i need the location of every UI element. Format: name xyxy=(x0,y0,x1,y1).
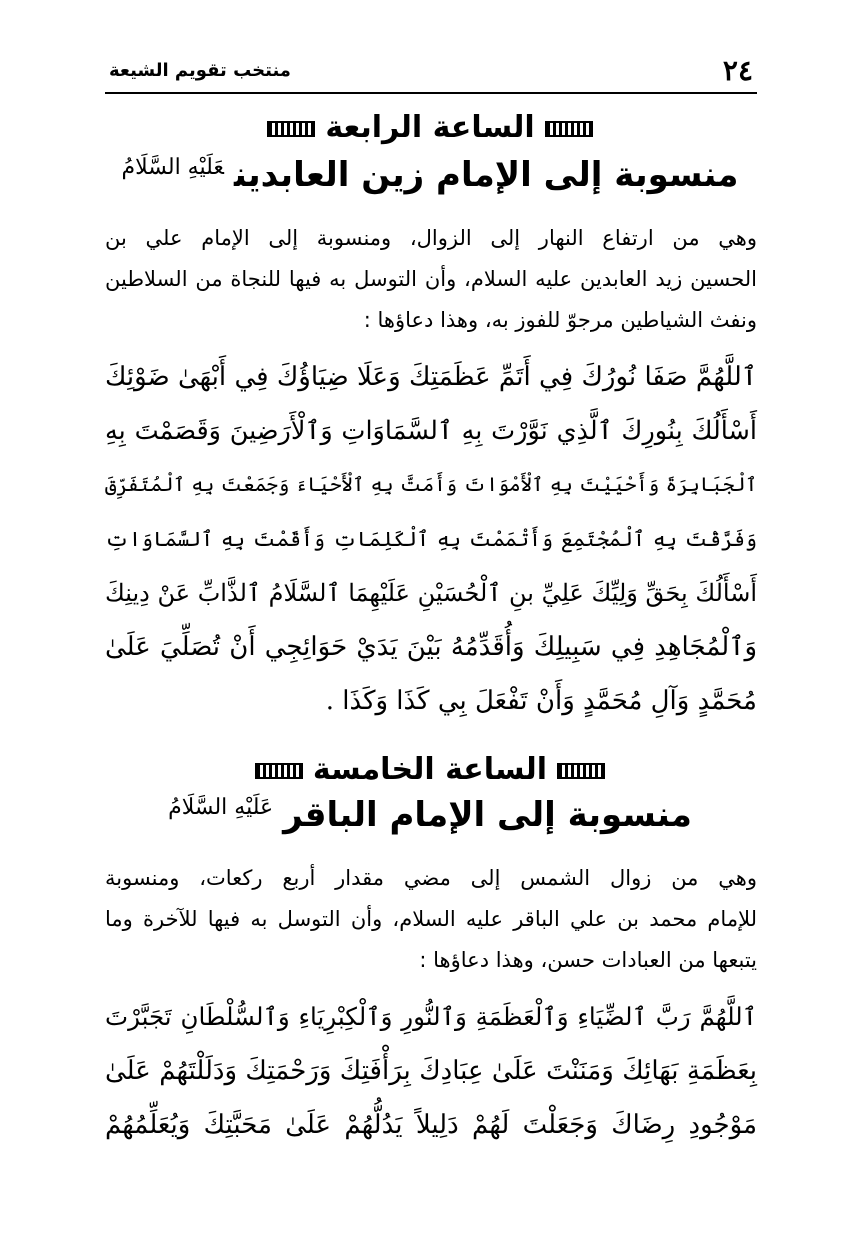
prayer-line: مُحَمَّدٍ وَآلِ مُحَمَّدٍ وَأَنْ تَفْعَلَ بِي كَذَا وَكَذَا . xyxy=(325,686,757,716)
header-rule xyxy=(105,92,757,94)
prayer-line: ٱلْجَبَابِرَةَ وَأَحْيَيْتَ بِهِ ٱلْأَمْوَاتَ وَأَمَتَّ بِهِ ٱلْأَحْيَاءَ وَجَمَعْتَ بِهِ ٱلْمُتَفَرِّقَ xyxy=(105,473,757,496)
ornament-right xyxy=(557,763,605,779)
section-title-text: الساعة الرابعة xyxy=(325,110,535,145)
page-header xyxy=(105,52,757,92)
section-heading-5 xyxy=(100,752,760,787)
ornament-right xyxy=(545,121,593,137)
section4-description xyxy=(105,218,757,341)
prayer-line: وَٱلْمُجَاهِدِ فِي سَبِيلِكَ وَأُقَدِّمُهُ بَيْنَ يَدَيْ حَوَائِجِي أَنْ تُصَلِّيَ عَلَىٰ xyxy=(105,632,757,662)
page-number: ٢٤ xyxy=(722,54,753,87)
subtitle-text: منسوبة إلى الإمام زين العابدين xyxy=(234,155,739,195)
prayer-line: وَفَرَّقْتَ بِهِ ٱلْمُجْتَمِعَ وَأَتْمَمْتَ بِهِ ٱلْكَلِمَاتِ وَأَقَمْتَ بِهِ ٱلسَّمَاوَاتِ xyxy=(105,527,757,551)
desc-line: ونفث الشياطين مرجوّ للفوز به، وهذا دعاؤها : xyxy=(363,308,757,332)
prayer-line: بِعَظَمَةِ بَهَائِكَ وَمَنَنْتَ عَلَىٰ عِبَادِكَ بِرَأْفَتِكَ وَرَحْمَتِكَ وَدَلَلْتَهُمْ عَلَىٰ xyxy=(105,1056,757,1086)
section4-prayer xyxy=(105,350,757,728)
prayer-line: أَسْأَلُكَ بِنُورِكَ ٱلَّذِي نَوَّرْتَ بِهِ ٱلسَّمَاوَاتِ وَٱلْأَرَضِينَ وَقَصَمْتَ بِهِ xyxy=(105,416,757,446)
section-subtitle-5 xyxy=(100,795,760,835)
honorific-calligraphy: عَلَيْهِ السَّلَامُ xyxy=(168,795,274,820)
prayer-line: أَسْأَلُكَ بِحَقِّ وَلِيِّكَ عَلِيِّ بنِ ٱلْحُسَيْنِ عَلَيْهِمَا ٱلسَّلَامُ ٱلذَّابِّ عَنْ دِينِكَ xyxy=(105,579,757,607)
prayer-line: ٱللَّهُمَّ صَفَا نُورُكَ فِي أَتَمِّ عَظَمَتِكَ وَعَلَا ضِيَاؤُكَ فِي أَبْهَىٰ ضَوْئِكَ xyxy=(105,362,757,392)
prayer-line: مَوْجُودِ رِضَاكَ وَجَعَلْتَ لَهُمْ دَلِيلاً يَدُلُّهُمْ عَلَىٰ مَحَبَّتِكَ وَيُعَلِّمُهُمْ xyxy=(105,1110,757,1140)
ornament-left xyxy=(267,121,315,137)
section5-prayer xyxy=(105,990,757,1152)
desc-line: الحسين زيد العابدين عليه السلام، وأن التوسل به فيها للنجاة من السلاطين xyxy=(105,267,757,291)
desc-line: وهي من ارتفاع النهار إلى الزوال، ومنسوبة إلى الإمام علي بن xyxy=(105,226,757,250)
section-subtitle-4 xyxy=(100,155,760,195)
subtitle-text: منسوبة إلى الإمام الباقر xyxy=(283,795,692,835)
running-title: منتخب تقويم الشيعة xyxy=(109,60,291,81)
section-title-text: الساعة الخامسة xyxy=(312,752,548,787)
desc-line: وهي من زوال الشمس إلى مضي مقدار أربع ركعات، ومنسوبة xyxy=(105,866,757,890)
desc-line: للإمام محمد بن علي الباقر عليه السلام، وأن التوسل به فيها للآخرة وما xyxy=(105,907,757,931)
honorific-calligraphy: عَلَيْهِ السَّلَامُ xyxy=(121,155,225,180)
desc-line: يتبعها من العبادات حسن، وهذا دعاؤها : xyxy=(419,948,757,972)
ornament-left xyxy=(255,763,303,779)
prayer-line: ٱللَّهُمَّ رَبَّ ٱلضِّيَاءِ وَٱلْعَظَمَةِ وَٱلنُّورِ وَٱلْكِبْرِيَاءِ وَٱلسُّلْطَانِ تَجَبَّرْتَ xyxy=(105,1002,757,1031)
section5-description xyxy=(105,858,757,981)
section-heading-4 xyxy=(100,110,760,145)
